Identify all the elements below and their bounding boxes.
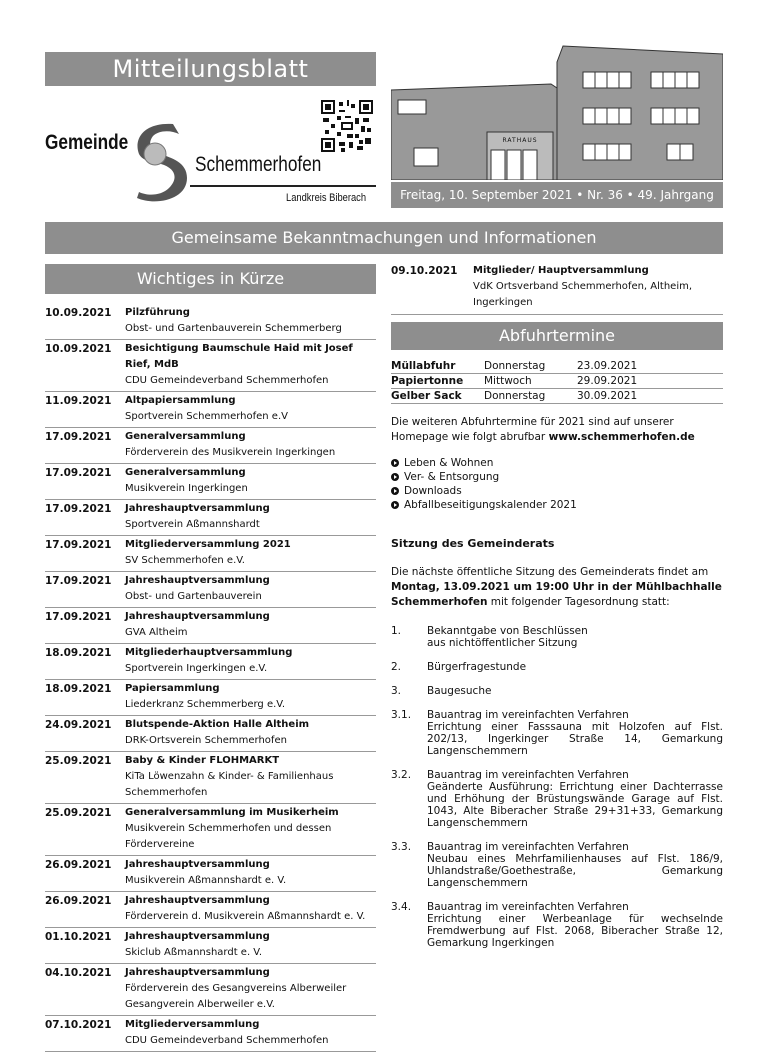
agenda-title: Bauantrag im vereinfachten Verfahren bbox=[427, 769, 629, 781]
event-date: 18.09.2021 bbox=[45, 647, 112, 659]
sitzung-heading: Sitzung des Gemeinderats bbox=[391, 537, 555, 550]
agenda-number: 3.1. bbox=[391, 709, 412, 721]
event-title: Pilzführung bbox=[125, 307, 190, 318]
agenda-item bbox=[391, 901, 723, 949]
event-organizer: Musikverein Schemmerhofen und dessen Fördervereine bbox=[125, 823, 332, 850]
agenda-number: 3.2. bbox=[391, 769, 412, 781]
list-item bbox=[45, 304, 376, 340]
event-body bbox=[125, 805, 376, 853]
event-date: 18.09.2021 bbox=[45, 683, 112, 695]
event-date: 25.09.2021 bbox=[45, 755, 112, 767]
menu-path-label: Abfallbeseitigungskalender 2021 bbox=[404, 499, 577, 511]
waste-type: Müllabfuhr bbox=[391, 359, 484, 374]
agenda-item bbox=[391, 841, 723, 889]
wichtiges-heading: Wichtiges in Kürze bbox=[45, 264, 376, 294]
event-body bbox=[125, 929, 376, 961]
arrow-bullet-icon bbox=[391, 501, 399, 509]
pickup-day: Donnerstag bbox=[484, 359, 577, 374]
table-row bbox=[391, 389, 723, 404]
event-body bbox=[125, 609, 376, 641]
agenda-detail: Errichtung einer Fasssauna mit Holzofen auf Flst. 202/13, Ingerkinger Straße 14, Gemarkung Langenschemmern bbox=[427, 721, 723, 757]
agenda-item bbox=[391, 709, 723, 757]
arrow-bullet-icon bbox=[391, 487, 399, 495]
agenda-item bbox=[391, 685, 723, 697]
event-title: Jahreshauptversammlung bbox=[125, 895, 270, 906]
abfuhr-info bbox=[391, 415, 723, 445]
rathaus-sign: RATHAUS bbox=[502, 137, 538, 144]
masthead-title: Mitteilungsblatt bbox=[45, 52, 376, 86]
event-organizer: Sportverein Aßmannshardt bbox=[125, 519, 260, 530]
list-item bbox=[391, 484, 723, 498]
event-organizer: Obst- und Gartenbauverein Schemmerberg bbox=[125, 323, 342, 334]
agenda-body bbox=[427, 709, 723, 757]
event-title: Papiersammlung bbox=[125, 683, 220, 694]
agenda-body bbox=[427, 769, 723, 829]
list-item bbox=[391, 456, 723, 470]
wordmark-landkreis: Landkreis Biberach bbox=[286, 192, 367, 204]
event-title: Altpapiersammlung bbox=[125, 395, 236, 406]
waste-type: Papiertonne bbox=[391, 374, 484, 389]
event-title: Besichtigung Baumschule Haid mit Josef Rief, MdB bbox=[125, 343, 353, 370]
agenda-title: Bekanntgabe von Beschlüssen bbox=[427, 625, 588, 637]
sitzung-intro-end: mit folgender Tagesordnung statt: bbox=[490, 596, 670, 608]
agenda-number: 1. bbox=[391, 625, 402, 637]
list-item bbox=[45, 464, 376, 500]
agenda-title: Bauantrag im vereinfachten Verfahren bbox=[427, 841, 629, 853]
event-date: 24.09.2021 bbox=[45, 719, 112, 731]
pickup-day: Mittwoch bbox=[484, 374, 577, 389]
list-item bbox=[45, 340, 376, 392]
event-title: Jahreshauptversammlung bbox=[125, 859, 270, 870]
list-item bbox=[391, 498, 723, 512]
event-title: Blutspende-Aktion Halle Altheim bbox=[125, 719, 310, 730]
list-item bbox=[45, 428, 376, 464]
event-date: 11.09.2021 bbox=[45, 395, 112, 407]
sitzung-intro-text: Die nächste öffentliche Sitzung des Gemeinderats findet am bbox=[391, 566, 709, 578]
event-title: Jahreshauptversammlung bbox=[125, 611, 270, 622]
event-date: 17.09.2021 bbox=[45, 431, 112, 443]
event-organizer: GVA Altheim bbox=[125, 627, 188, 638]
menu-path-label: Downloads bbox=[404, 485, 462, 497]
menu-path-label: Ver- & Entsorgung bbox=[404, 471, 500, 483]
wordmark-gemeinde: Gemeinde bbox=[45, 131, 129, 154]
pickup-date: 30.09.2021 bbox=[577, 389, 723, 404]
event-body bbox=[125, 965, 376, 1013]
agenda-number: 3.3. bbox=[391, 841, 412, 853]
menu-path-label: Leben & Wohnen bbox=[404, 457, 494, 469]
agenda-number: 3. bbox=[391, 685, 402, 697]
event-body bbox=[125, 893, 376, 925]
event-title: Generalversammlung bbox=[125, 431, 246, 442]
abfuhr-heading: Abfuhrtermine bbox=[391, 322, 723, 350]
agenda-item bbox=[391, 769, 723, 829]
event-title: Jahreshauptversammlung bbox=[125, 967, 270, 978]
agenda-body bbox=[427, 841, 723, 889]
event-organizer: Förderverein des Musikverein Ingerkingen bbox=[125, 447, 336, 458]
event-organizer: DRK-Ortsverein Schemmerhofen bbox=[125, 735, 287, 746]
event-title: Jahreshauptversammlung bbox=[125, 503, 270, 514]
arrow-bullet-icon bbox=[391, 473, 399, 481]
event-body bbox=[125, 393, 376, 425]
list-item bbox=[45, 644, 376, 680]
issue-info-bar: Freitag, 10. September 2021 • Nr. 36 • 49. Jahrgang bbox=[391, 182, 723, 208]
event-date: 04.10.2021 bbox=[45, 967, 112, 979]
event-body bbox=[125, 717, 376, 749]
event-date: 26.09.2021 bbox=[45, 859, 112, 871]
events-list bbox=[45, 304, 376, 1052]
list-item bbox=[45, 892, 376, 928]
event-title: Generalversammlung im Musikerheim bbox=[125, 807, 339, 818]
agenda-number: 2. bbox=[391, 661, 402, 673]
event-body bbox=[125, 753, 376, 801]
list-item bbox=[391, 470, 723, 484]
event-organizer: Obst- und Gartenbauverein bbox=[125, 591, 262, 602]
agenda-title: Bauantrag im vereinfachten Verfahren bbox=[427, 901, 629, 913]
event-organizer: KiTa Löwenzahn & Kinder- & Familienhaus Schemmerhofen bbox=[125, 771, 334, 798]
wordmark-schemmerhofen: Schemmerhofen bbox=[195, 153, 322, 176]
agenda-detail: Geänderte Ausführung: Errichtung einer Dachterrasse und Erhöhung der Brüstungswände Garage auf Flst. 1043, Alte Biberacher Straße 29+31+33, Gemarkung Langenschemmern bbox=[427, 781, 723, 829]
list-item bbox=[45, 1016, 376, 1052]
event-date: 10.09.2021 bbox=[45, 343, 112, 355]
event-body bbox=[125, 857, 376, 889]
agenda-title: Baugesuche bbox=[427, 685, 492, 697]
agenda-number: 3.4. bbox=[391, 901, 412, 913]
event-organizer: VdK Ortsverband Schemmerhofen, Altheim, Ingerkingen bbox=[473, 281, 693, 308]
event-title: Mitglieder/ Hauptversammlung bbox=[473, 265, 649, 276]
main-section-heading: Gemeinsame Bekanntmachungen und Informationen bbox=[45, 222, 723, 254]
agenda-detail: aus nichtöffentlicher Sitzung bbox=[427, 637, 578, 649]
event-organizer: Liederkranz Schemmerberg e.V. bbox=[125, 699, 286, 710]
abfuhr-link-list bbox=[391, 456, 723, 512]
sitzung-date-place: Montag, 13.09.2021 um 19:00 Uhr in der Mühlbachhalle Schemmerhofen bbox=[391, 581, 722, 608]
agenda-body bbox=[427, 625, 723, 649]
event-date: 17.09.2021 bbox=[45, 467, 112, 479]
event-organizer: Musikverein Ingerkingen bbox=[125, 483, 248, 494]
event-body bbox=[125, 465, 376, 497]
event-organizer: CDU Gemeindeverband Schemmerhofen bbox=[125, 375, 329, 386]
event-title: Generalversammlung bbox=[125, 467, 246, 478]
list-item bbox=[45, 608, 376, 644]
agenda-detail: Errichtung einer Werbeanlage für wechselnde Fremdwerbung auf Flst. 2068, Biberacher Straße 12, Gemarkung Ingerkingen bbox=[427, 913, 723, 949]
event-body bbox=[125, 501, 376, 533]
event-organizer: Förderverein des Gesangvereins Alberweiler Gesangverein Alberweiler e.V. bbox=[125, 983, 347, 1010]
pickup-day: Donnerstag bbox=[484, 389, 577, 404]
pickup-date: 23.09.2021 bbox=[577, 359, 723, 374]
agenda-body bbox=[427, 661, 723, 673]
event-organizer: Sportverein Ingerkingen e.V. bbox=[125, 663, 268, 674]
list-item bbox=[45, 572, 376, 608]
event-body bbox=[125, 645, 376, 677]
event-date: 01.10.2021 bbox=[45, 931, 112, 943]
event-date: 17.09.2021 bbox=[45, 503, 112, 515]
list-item bbox=[45, 964, 376, 1016]
event-title: Baby & Kinder FLOHMARKT bbox=[125, 755, 280, 766]
town-hall-illustration bbox=[391, 44, 723, 180]
event-body bbox=[125, 429, 376, 461]
event-title: Mitgliederversammlung bbox=[125, 1019, 260, 1030]
agenda-body bbox=[427, 901, 723, 949]
list-item bbox=[45, 804, 376, 856]
event-date: 17.09.2021 bbox=[45, 575, 112, 587]
event-date: 26.09.2021 bbox=[45, 895, 112, 907]
logo-divider bbox=[190, 185, 376, 187]
qr-code-icon bbox=[321, 100, 373, 152]
abfuhr-info-text: Die weiteren Abfuhrtermine für 2021 sind auf unserer Homepage wie folgt abrufbar bbox=[391, 416, 674, 443]
event-date: 10.09.2021 bbox=[45, 307, 112, 319]
pickup-date: 29.09.2021 bbox=[577, 374, 723, 389]
agenda-item bbox=[391, 661, 723, 673]
event-date: 07.10.2021 bbox=[45, 1019, 112, 1031]
event-organizer: Musikverein Aßmannshardt e. V. bbox=[125, 875, 287, 886]
list-item bbox=[45, 928, 376, 964]
event-date: 17.09.2021 bbox=[45, 539, 112, 551]
arrow-bullet-icon bbox=[391, 459, 399, 467]
list-item bbox=[45, 536, 376, 572]
event-organizer: SV Schemmerhofen e.V. bbox=[125, 555, 245, 566]
list-item bbox=[45, 680, 376, 716]
event-body bbox=[125, 681, 376, 713]
event-organizer: CDU Gemeindeverband Schemmerhofen bbox=[125, 1035, 329, 1046]
event-body bbox=[125, 537, 376, 569]
waste-type: Gelber Sack bbox=[391, 389, 484, 404]
event-date: 17.09.2021 bbox=[45, 611, 112, 623]
event-title: Mitgliederversammlung 2021 bbox=[125, 539, 291, 550]
list-item bbox=[45, 716, 376, 752]
event-organizer: Skiclub Aßmannshardt e. V. bbox=[125, 947, 263, 958]
list-item bbox=[45, 392, 376, 428]
event-body bbox=[125, 573, 376, 605]
website-link[interactable]: www.schemmerhofen.de bbox=[548, 431, 695, 443]
list-item bbox=[391, 262, 723, 315]
event-body bbox=[473, 263, 723, 311]
event-body bbox=[125, 1017, 376, 1049]
event-body bbox=[125, 305, 376, 337]
sitzung-intro bbox=[391, 565, 723, 610]
table-row bbox=[391, 359, 723, 374]
list-item bbox=[45, 500, 376, 536]
event-body bbox=[125, 341, 376, 389]
agenda-item bbox=[391, 625, 723, 649]
agenda-body bbox=[427, 685, 723, 697]
event-date: 25.09.2021 bbox=[45, 807, 112, 819]
event-title: Jahreshauptversammlung bbox=[125, 575, 270, 586]
table-row bbox=[391, 374, 723, 389]
event-date: 09.10.2021 bbox=[391, 265, 458, 277]
s-logo-icon bbox=[125, 118, 197, 202]
event-title: Mitgliederhauptversammlung bbox=[125, 647, 293, 658]
event-title: Jahreshauptversammlung bbox=[125, 931, 270, 942]
event-organizer: Sportverein Schemmerhofen e.V bbox=[125, 411, 288, 422]
agenda-title: Bauantrag im vereinfachten Verfahren bbox=[427, 709, 629, 721]
abfuhr-table bbox=[391, 359, 723, 404]
agenda-list bbox=[391, 625, 723, 961]
agenda-title: Bürgerfragestunde bbox=[427, 661, 527, 673]
list-item bbox=[45, 856, 376, 892]
agenda-detail: Neubau eines Mehrfamilienhauses auf Flst. 186/9, Uhlandstraße/Goethestraße, Gemarkung Langenschemmern bbox=[427, 853, 723, 889]
event-organizer: Förderverein d. Musikverein Aßmannshardt e. V. bbox=[125, 911, 366, 922]
list-item bbox=[45, 752, 376, 804]
